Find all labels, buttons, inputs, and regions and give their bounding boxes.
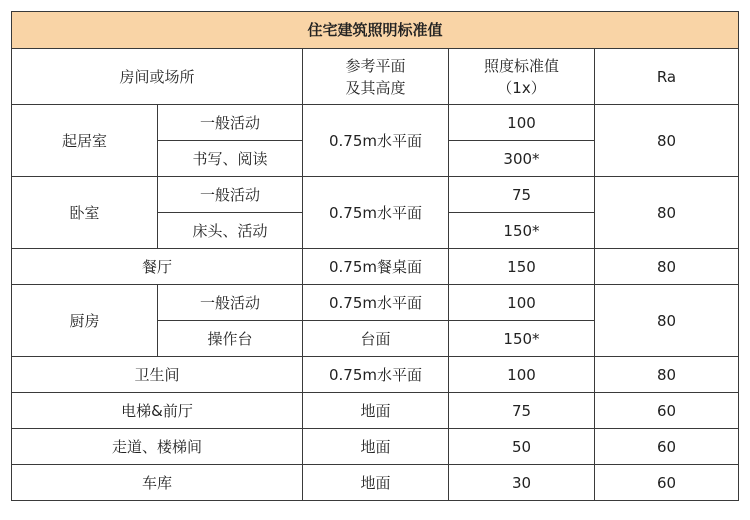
lux: 150: [449, 249, 595, 285]
ra: 80: [595, 177, 739, 249]
plane: 地面: [303, 393, 449, 429]
header-lux-line1: 照度标准值: [483, 56, 559, 75]
ra: 80: [595, 105, 739, 177]
lux: 100: [449, 357, 595, 393]
lux: 150*: [449, 321, 595, 357]
plane: 地面: [303, 465, 449, 501]
room-name: 厨房: [12, 285, 158, 357]
header-lux-line2: （1x）: [497, 78, 546, 97]
ra: 60: [595, 429, 739, 465]
lux: 100: [449, 285, 595, 321]
header-plane: [303, 49, 449, 105]
table-row: [12, 393, 739, 429]
room-name: 电梯&前厅: [12, 393, 303, 429]
activity: 书写、阅读: [158, 141, 303, 177]
room-name: 走道、楼梯间: [12, 429, 303, 465]
header-plane-line1: 参考平面: [345, 56, 406, 75]
lux: 75: [449, 177, 595, 213]
lux: 75: [449, 393, 595, 429]
lux: 100: [449, 105, 595, 141]
lux: 30: [449, 465, 595, 501]
table-row: [12, 429, 739, 465]
table-row: [12, 105, 739, 141]
ra: 80: [595, 249, 739, 285]
ra: 80: [595, 357, 739, 393]
header-plane-line2: 及其高度: [345, 78, 406, 97]
ra: 60: [595, 465, 739, 501]
lux: 50: [449, 429, 595, 465]
lux: 150*: [449, 213, 595, 249]
ra: 80: [595, 285, 739, 357]
room-name: 起居室: [12, 105, 158, 177]
plane: 0.75m餐桌面: [303, 249, 449, 285]
plane: 0.75m水平面: [303, 177, 449, 249]
table-row: [12, 357, 739, 393]
plane: 台面: [303, 321, 449, 357]
table-row: [12, 177, 739, 213]
table-row: [12, 285, 739, 321]
activity: 一般活动: [158, 285, 303, 321]
lux: 300*: [449, 141, 595, 177]
room-name: 餐厅: [12, 249, 303, 285]
header-room: 房间或场所: [12, 49, 303, 105]
header-lux: [449, 49, 595, 105]
activity: 一般活动: [158, 105, 303, 141]
plane: 0.75m水平面: [303, 357, 449, 393]
table-row: [12, 465, 739, 501]
plane: 地面: [303, 429, 449, 465]
lighting-standard-table: [11, 11, 739, 501]
plane: 0.75m水平面: [303, 105, 449, 177]
room-name: 卧室: [12, 177, 158, 249]
activity: 一般活动: [158, 177, 303, 213]
activity: 操作台: [158, 321, 303, 357]
table-title: 住宅建筑照明标准值: [12, 12, 739, 49]
header-ra: Ra: [595, 49, 739, 105]
plane: 0.75m水平面: [303, 285, 449, 321]
room-name: 卫生间: [12, 357, 303, 393]
table-row: [12, 249, 739, 285]
room-name: 车库: [12, 465, 303, 501]
ra: 60: [595, 393, 739, 429]
activity: 床头、活动: [158, 213, 303, 249]
